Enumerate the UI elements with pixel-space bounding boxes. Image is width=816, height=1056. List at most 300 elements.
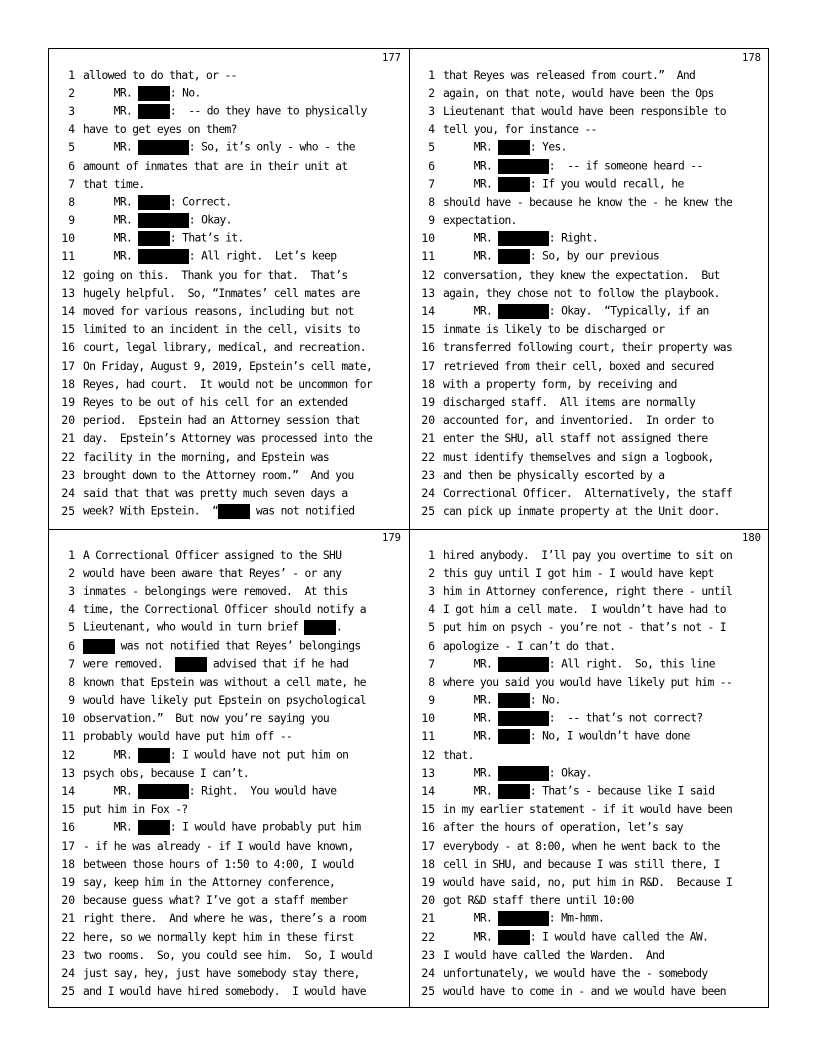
transcript-line [409,946,769,964]
line-text: MR. : That’s - because like I said [443,784,715,798]
line-number: 5 [428,621,435,635]
line-text: him in Attorney conference, right there - until [443,584,733,598]
line-number: 24 [421,966,435,980]
line-text: psych obs, because I can’t. [83,766,250,780]
redaction-block [498,231,548,246]
line-text: can pick up inmate property at the Unit door. [443,505,720,519]
line-text: right there. And where he was, there’s a room [83,912,366,926]
line-number: 14 [61,785,75,799]
transcript-line [409,139,769,157]
line-number: 23 [61,468,75,482]
line-text: Reyes to be out of his cell for an extended [83,395,348,409]
line-text: MR. : Okay. [83,213,232,227]
line-text: put him on psych - you’re not - that’s not - I [443,621,726,635]
line-text: put him in Fox -? [83,803,188,817]
line-number: 7 [428,177,435,191]
line-number: 12 [421,268,435,282]
transcript-line [49,637,409,655]
transcript-page-178 [409,49,769,529]
transcript-line [49,412,409,430]
line-text: two rooms. So, you could see him. So, I would [83,948,373,962]
line-number: 16 [421,821,435,835]
line-number: 20 [421,414,435,428]
redaction-block [498,693,530,708]
line-text: and then be physically escorted by a [443,468,665,482]
line-number: 17 [421,359,435,373]
page-lines [49,546,409,1001]
transcript-line [49,375,409,393]
line-number: 4 [68,603,75,617]
line-number: 3 [428,584,435,598]
transcript-line [49,102,409,120]
line-text: MR. : -- if someone heard -- [443,159,703,173]
transcript-line [409,448,769,466]
line-text: observation.” But now you’re saying you [83,712,330,726]
transcript-line [49,212,409,230]
line-text: enter the SHU, all staff not assigned there [443,432,708,446]
redaction-block [498,729,530,744]
line-text: MR. : All right. Let’s keep [83,249,337,263]
line-text: with a property form, by receiving and [443,377,677,391]
line-text: MR. : If you would recall, he [443,177,684,191]
line-text: MR. : Okay. “Typically, if an [443,304,709,318]
line-number: 17 [421,839,435,853]
transcript-line [409,121,769,139]
line-number: 19 [421,875,435,889]
line-text: facility in the morning, and Epstein was [83,450,330,464]
transcript-line [409,66,769,84]
transcript-line [49,503,409,521]
transcript-line [409,230,769,248]
transcript-line [409,819,769,837]
line-text: unfortunately, we would have the - somebody [443,966,708,980]
line-text: hired anybody. I’ll pay you overtime to sit on [443,548,733,562]
transcript-line [49,466,409,484]
redaction-block [498,657,548,672]
page-lines [49,66,409,521]
transcript-sheet [48,48,769,1008]
line-number: 13 [421,766,435,780]
line-number: 22 [421,450,435,464]
line-text: have to get eyes on them? [83,123,237,137]
transcript-line [409,284,769,302]
transcript-line [49,546,409,564]
line-text: would have been aware that Reyes’ - or any [83,566,342,580]
transcript-line [49,892,409,910]
line-number: 9 [428,694,435,708]
line-number: 10 [421,712,435,726]
line-text: would have said, no, put him in R&D. Because I [443,875,733,889]
line-text: period. Epstein had an Attorney session that [83,414,360,428]
transcript-line [49,964,409,982]
redaction-block [498,766,548,781]
transcript-line [409,673,769,691]
line-text: that Reyes was released from court.” And [443,68,696,82]
transcript-line [409,321,769,339]
line-number: 18 [421,857,435,871]
line-number: 6 [68,639,75,653]
line-text: hugely helpful. So, “Inmates’ cell mates are [83,286,360,300]
line-text: here, so we normally kept him in these first [83,930,354,944]
line-text: and I would have hired somebody. I would have [83,985,366,999]
line-text: time, the Correctional Officer should notify a [83,603,366,617]
line-number: 7 [68,177,75,191]
transcript-line [409,928,769,946]
transcript-line [409,983,769,1001]
line-text: expectation. [443,214,517,228]
line-text: said that that was pretty much seven days a [83,486,348,500]
redaction-block [498,930,530,945]
line-number: 22 [421,930,435,944]
line-number: 24 [61,486,75,500]
line-text: that time. [83,177,145,191]
line-number: 8 [428,675,435,689]
line-number: 19 [61,395,75,409]
line-text: probably would have put him off -- [83,730,293,744]
line-number: 17 [61,359,75,373]
redaction-block [138,784,188,799]
redaction-block [498,711,548,726]
transcript-line [49,284,409,302]
transcript-line [49,692,409,710]
transcript-line [409,892,769,910]
transcript-line [49,673,409,691]
page-number: 180 [742,532,761,544]
line-number: 12 [421,748,435,762]
transcript-line [49,266,409,284]
line-number: 5 [428,141,435,155]
transcript-line [409,503,769,521]
redaction-block [83,639,115,654]
transcript-line [49,230,409,248]
line-text: I would have called the Warden. And [443,948,665,962]
line-text: inmates - belongings were removed. At this [83,584,348,598]
line-text: MR. : All right. So, this line [443,657,715,671]
line-number: 21 [61,432,75,446]
line-text: Correctional Officer. Alternatively, the staff [443,486,733,500]
redaction-block [498,249,530,264]
transcript-page-177 [49,49,409,529]
transcript-line [409,212,769,230]
line-number: 13 [421,286,435,300]
line-number: 1 [68,68,75,82]
line-number: 19 [421,395,435,409]
transcript-line [409,546,769,564]
line-number: 25 [421,505,435,519]
line-number: 2 [428,566,435,580]
line-number: 15 [421,323,435,337]
line-text: MR. : I would have called the AW. [443,930,709,944]
line-number: 16 [421,341,435,355]
line-number: 15 [61,323,75,337]
line-number: 9 [428,214,435,228]
line-number: 2 [428,86,435,100]
transcript-line [409,484,769,502]
transcript-line [409,855,769,873]
transcript-line [409,910,769,928]
line-number: 25 [61,505,75,519]
line-number: 16 [61,821,75,835]
transcript-line [49,157,409,175]
line-number: 25 [421,985,435,999]
transcript-line [409,102,769,120]
transcript-line [49,66,409,84]
redaction-block [138,86,170,101]
line-number: 21 [421,432,435,446]
page-number: 179 [382,532,401,544]
line-number: 24 [61,966,75,980]
line-text: moved for various reasons, including but not [83,305,354,319]
line-text: because guess what? I’ve got a staff member [83,894,348,908]
transcript-line [409,302,769,320]
line-number: 16 [61,341,75,355]
transcript-line [49,582,409,600]
line-number: 4 [428,123,435,137]
line-text: everybody - at 8:00, when he went back to the [443,839,720,853]
line-text: discharged staff. All items are normally [443,395,696,409]
line-text: must identify themselves and sign a logbook, [443,450,714,464]
line-text: MR. : Okay. [443,766,592,780]
transcript-line [49,121,409,139]
transcript-line [409,430,769,448]
page-lines [409,66,769,521]
line-text: MR. : I would have not put him on [83,748,349,762]
line-text: Lieutenant that would have been responsible to [443,104,726,118]
line-number: 4 [68,123,75,137]
transcript-line [409,582,769,600]
line-number: 4 [428,603,435,617]
line-text: Lieutenant, who would in turn brief . [83,620,343,634]
line-number: 21 [61,912,75,926]
line-text: allowed to do that, or -- [83,68,237,82]
transcript-line [409,175,769,193]
transcript-line [49,946,409,964]
transcript-line [49,175,409,193]
line-number: 18 [61,857,75,871]
redaction-block [175,657,207,672]
line-number: 11 [61,730,75,744]
line-number: 14 [421,305,435,319]
transcript-line [409,764,769,782]
line-text: apologize - I can’t do that. [443,639,616,653]
line-text: MR. : -- that’s not correct? [443,711,703,725]
line-text: accounted for, and inventoried. In order to [443,414,714,428]
transcript-line [409,375,769,393]
line-number: 7 [428,657,435,671]
line-number: 10 [421,232,435,246]
line-text: MR. : I would have probably put him [83,820,361,834]
line-text: say, keep him in the Attorney conference, [83,875,336,889]
line-number: 23 [421,468,435,482]
transcript-line [49,983,409,1001]
transcript-line [49,393,409,411]
line-number: 15 [61,803,75,817]
transcript-line [49,448,409,466]
line-number: 23 [421,948,435,962]
line-text: tell you, for instance -- [443,123,597,137]
line-number: 19 [61,875,75,889]
line-number: 14 [61,305,75,319]
line-text: should have - because he know the - he knew the [443,195,733,209]
redaction-block [138,213,188,228]
line-text: MR. : No. [83,86,201,100]
line-number: 6 [68,159,75,173]
line-text: were removed. advised that if he had [83,657,349,671]
redaction-block [498,177,530,192]
redaction-block [138,820,170,835]
line-number: 11 [61,250,75,264]
line-number: 14 [421,785,435,799]
line-text: MR. : That’s it. [83,231,244,245]
transcript-line [409,692,769,710]
transcript-line [409,710,769,728]
transcript-line [49,430,409,448]
transcript-line [409,466,769,484]
line-text: retrieved from their cell, boxed and secured [443,359,714,373]
page-number: 178 [742,52,761,64]
transcript-line [49,564,409,582]
transcript-line [409,564,769,582]
transcript-line [49,139,409,157]
line-text: amount of inmates that are in their unit at [83,159,348,173]
line-text: brought down to the Attorney room.” And you [83,468,354,482]
transcript-line [49,837,409,855]
transcript-line [409,619,769,637]
line-text: MR. : Mm-hmm. [443,911,605,925]
line-text: week? With Epstein. “ was not notified [83,504,355,518]
line-number: 3 [68,104,75,118]
line-number: 18 [421,377,435,391]
transcript-line [409,412,769,430]
line-text: known that Epstein was without a cell mate, he [83,675,366,689]
transcript-line [409,801,769,819]
line-number: 7 [68,657,75,671]
transcript-line [409,357,769,375]
line-number: 20 [61,414,75,428]
line-text: - if he was already - if I would have known, [83,839,354,853]
line-text: MR. : So, it’s only - who - the [83,140,355,154]
line-text: MR. : Yes. [443,140,567,154]
line-number: 8 [68,675,75,689]
line-text: cell in SHU, and because I was still there, I [443,857,720,871]
line-text: I got him a cell mate. I wouldn’t have had to [443,603,726,617]
line-text: MR. : Right. [443,231,598,245]
transcript-line [49,710,409,728]
line-number: 22 [61,450,75,464]
line-text: going on this. Thank you for that. That’s [83,268,348,282]
transcript-line [49,855,409,873]
line-text: MR. : So, by our previous [443,249,660,263]
line-number: 5 [68,621,75,635]
transcript-line [49,84,409,102]
redaction-block [218,504,250,519]
redaction-block [138,249,188,264]
line-text: limited to an incident in the cell, visits to [83,323,360,337]
line-text: again, they chose not to follow the playbook. [443,286,720,300]
transcript-line [49,910,409,928]
line-text: inmate is likely to be discharged or [443,323,665,337]
transcript-line [49,819,409,837]
line-number: 1 [428,68,435,82]
line-number: 25 [61,985,75,999]
transcript-line [409,637,769,655]
line-text: was not notified that Reyes’ belongings [83,639,361,654]
redaction-block [138,140,188,155]
transcript-line [409,655,769,673]
line-text: again, on that note, would have been the Ops [443,86,714,100]
transcript-line [409,746,769,764]
line-text: in my earlier statement - if it would have been [443,803,733,817]
line-text: On Friday, August 9, 2019, Epstein’s cell mate, [83,359,373,373]
transcript-line [49,601,409,619]
transcript-line [49,619,409,637]
page-number: 177 [382,52,401,64]
line-number: 12 [61,748,75,762]
line-text: MR. : Right. You would have [83,784,337,798]
line-text: just say, hey, just have somebody stay there, [83,966,360,980]
redaction-block [138,231,170,246]
line-number: 20 [61,894,75,908]
line-number: 3 [68,584,75,598]
line-number: 2 [68,566,75,580]
line-text: Reyes, had court. It would not be uncommon for [83,377,373,391]
line-number: 12 [61,268,75,282]
line-number: 6 [428,159,435,173]
transcript-line [409,157,769,175]
line-number: 5 [68,141,75,155]
transcript-line [49,321,409,339]
redaction-block [138,195,170,210]
line-number: 22 [61,930,75,944]
transcript-line [49,801,409,819]
transcript-line [409,782,769,800]
line-number: 10 [61,712,75,726]
line-number: 17 [61,839,75,853]
transcript-line [49,746,409,764]
line-text: this guy until I got him - I would have kept [443,566,714,580]
transcript-line [49,357,409,375]
line-text: between those hours of 1:50 to 4:00, I would [83,857,354,871]
redaction-block [498,911,548,926]
line-number: 20 [421,894,435,908]
transcript-line [409,873,769,891]
redaction-block [138,748,170,763]
line-number: 10 [61,232,75,246]
redaction-block [138,104,170,119]
line-number: 11 [421,730,435,744]
transcript-page-180 [409,529,769,1009]
transcript-line [49,728,409,746]
line-text: court, legal library, medical, and recreation. [83,341,366,355]
line-number: 1 [68,548,75,562]
transcript-line [49,873,409,891]
redaction-block [498,304,548,319]
line-text: day. Epstein’s Attorney was processed into the [83,432,373,446]
transcript-line [49,248,409,266]
line-text: MR. : No, I wouldn’t have done [443,729,690,743]
line-number: 15 [421,803,435,817]
page-lines [409,546,769,1001]
transcript-line [409,84,769,102]
transcript-line [49,193,409,211]
line-number: 2 [68,86,75,100]
transcript-line [409,193,769,211]
transcript-line [409,339,769,357]
line-number: 23 [61,948,75,962]
transcript-line [49,764,409,782]
line-text: MR. : No. [443,693,561,707]
transcript-line [49,655,409,673]
